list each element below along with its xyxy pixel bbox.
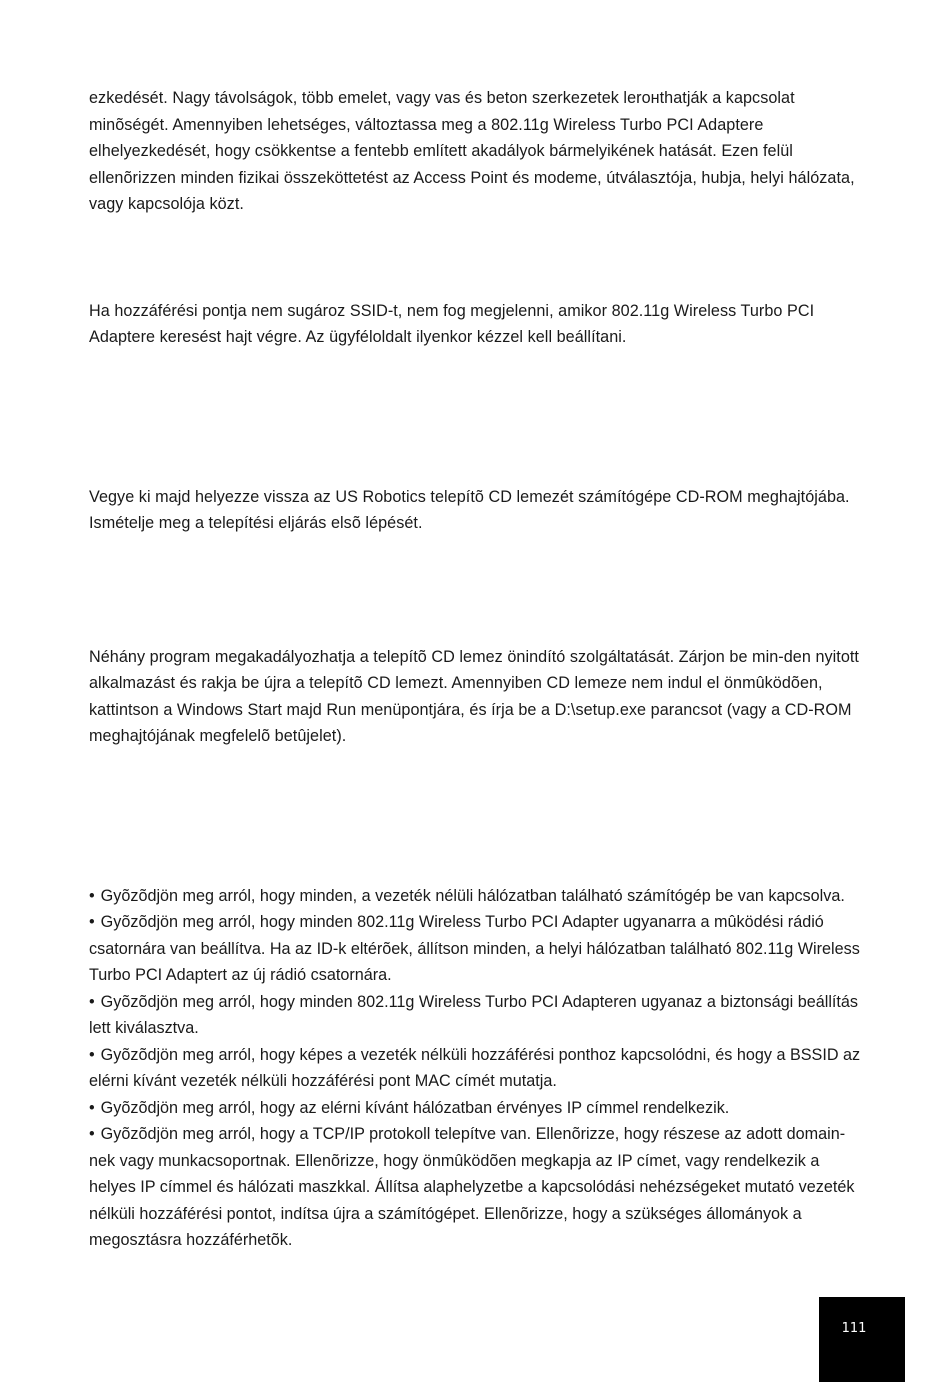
paragraph-placement: ezkedését. Nagy távolságok, több emelet, vagy vas és beton szerkezetek lerонthatják a kapcsolat minõségét. Amennyiben lehetséges, változtassa meg a 802.11g Wireless Turbo PCI Adaptere elhelyezkedését, hogy csökkentse a fentebb említett akadályok bármelyikének hatását. Ezen felül ellenõrizzen minden fizikai összeköttetést az Access Point és modeme, útválasztója, hubja, helyi hálózata, vagy kapcsolója közt. (89, 89, 855, 213)
list-item (89, 1121, 869, 1254)
bullet-icon: • (89, 913, 95, 931)
list-item-text: Gyõzõdjön meg arról, hogy az elérni kívánt hálózatban érvényes IP címmel rendelkezik. (100, 1098, 730, 1117)
page-body (89, 85, 869, 1254)
bullet-icon: • (89, 1125, 95, 1143)
paragraph-ssid: Ha hozzáférési pontja nem sugároz SSID-t, nem fog megjelenni, amikor 802.11g Wireless Turbo PCI Adaptere keresést hajt végre. Az ügyféloldalt ilyenkor kézzel kell beállítani. (89, 301, 815, 346)
paragraph-reinsert-cd: Vegye ki majd helyezze vissza az US Robotics telepítõ CD lemezét számítógépe CD-ROM meghajtójába. Ismételje meg a telepítési eljárás elsõ lépését. (89, 487, 850, 532)
checklist (89, 883, 869, 1254)
list-item (89, 1095, 869, 1122)
bullet-icon: • (89, 886, 95, 905)
list-item-text: Gyõzõdjön meg arról, hogy minden 802.11g Wireless Turbo PCI Adapter ugyanarra a mûködési rádió csatornára van beállítva. Ha az ID-k eltérõek, állítson minden, a helyi hálózatban található 802.11g Wireless Turbo PCI Adaptert az új rádió csatornára. (89, 913, 860, 984)
list-item-text: Gyõzõdjön meg arról, hogy a TCP/IP protokoll telepítve van. Ellenõrizze, hogy részese az adott domain-nek vagy munkacsoportnak. Ellenõrizze, hogy önmûködõen megkapja az IP címet, vagy rendelkezik a helyes IP címmel és hálózati maszkkal. Állítsa alaphelyzetbe a kapcsolódási nehézségeket mutató vezeték nélküli hozzáférési pontot, indítsa újra a számítógépet. Ellenõrizze, hogy a szükséges állományok a megosztásra hozzáférhetõk. (89, 1125, 855, 1249)
list-item (89, 909, 869, 989)
list-item (89, 989, 869, 1042)
bullet-icon: • (89, 1045, 95, 1064)
list-item-text: Gyõzõdjön meg arról, hogy minden 802.11g Wireless Turbo PCI Adapteren ugyanaz a biztonsági beállítás lett kiválasztva. (89, 992, 859, 1037)
list-item-text: Gyõzõdjön meg arról, hogy minden, a vezeték nélüli hálózatban található számítógép be van kapcsolva. (100, 886, 845, 905)
list-item (89, 1042, 869, 1095)
page-number-tab (819, 1297, 905, 1382)
page-number: 111 (841, 1321, 867, 1336)
list-item-text: Gyõzõdjön meg arról, hogy képes a vezeték nélküli hozzáférési ponthoz kapcsolódni, és hogy a BSSID az elérni kívánt vezeték nélküli hozzáférési pont MAC címét mutatja. (89, 1045, 861, 1090)
list-item (89, 883, 869, 910)
bullet-icon: • (89, 1098, 95, 1117)
paragraph-autorun: Néhány program megakadályozhatja a telepítõ CD lemez önindító szolgáltatását. Zárjon be min-den nyitott alkalmazást és rakja be újra a telepítõ CD lemezt. Amennyiben CD lemeze nem indul el önmûködõen, kattintson a Windows Start majd Run menüpontjára, és írja be a D:\setup.exe parancsot (vagy a CD-ROM meghajtójának megfelelõ betûjelet). (89, 647, 859, 745)
bullet-icon: • (89, 992, 95, 1011)
